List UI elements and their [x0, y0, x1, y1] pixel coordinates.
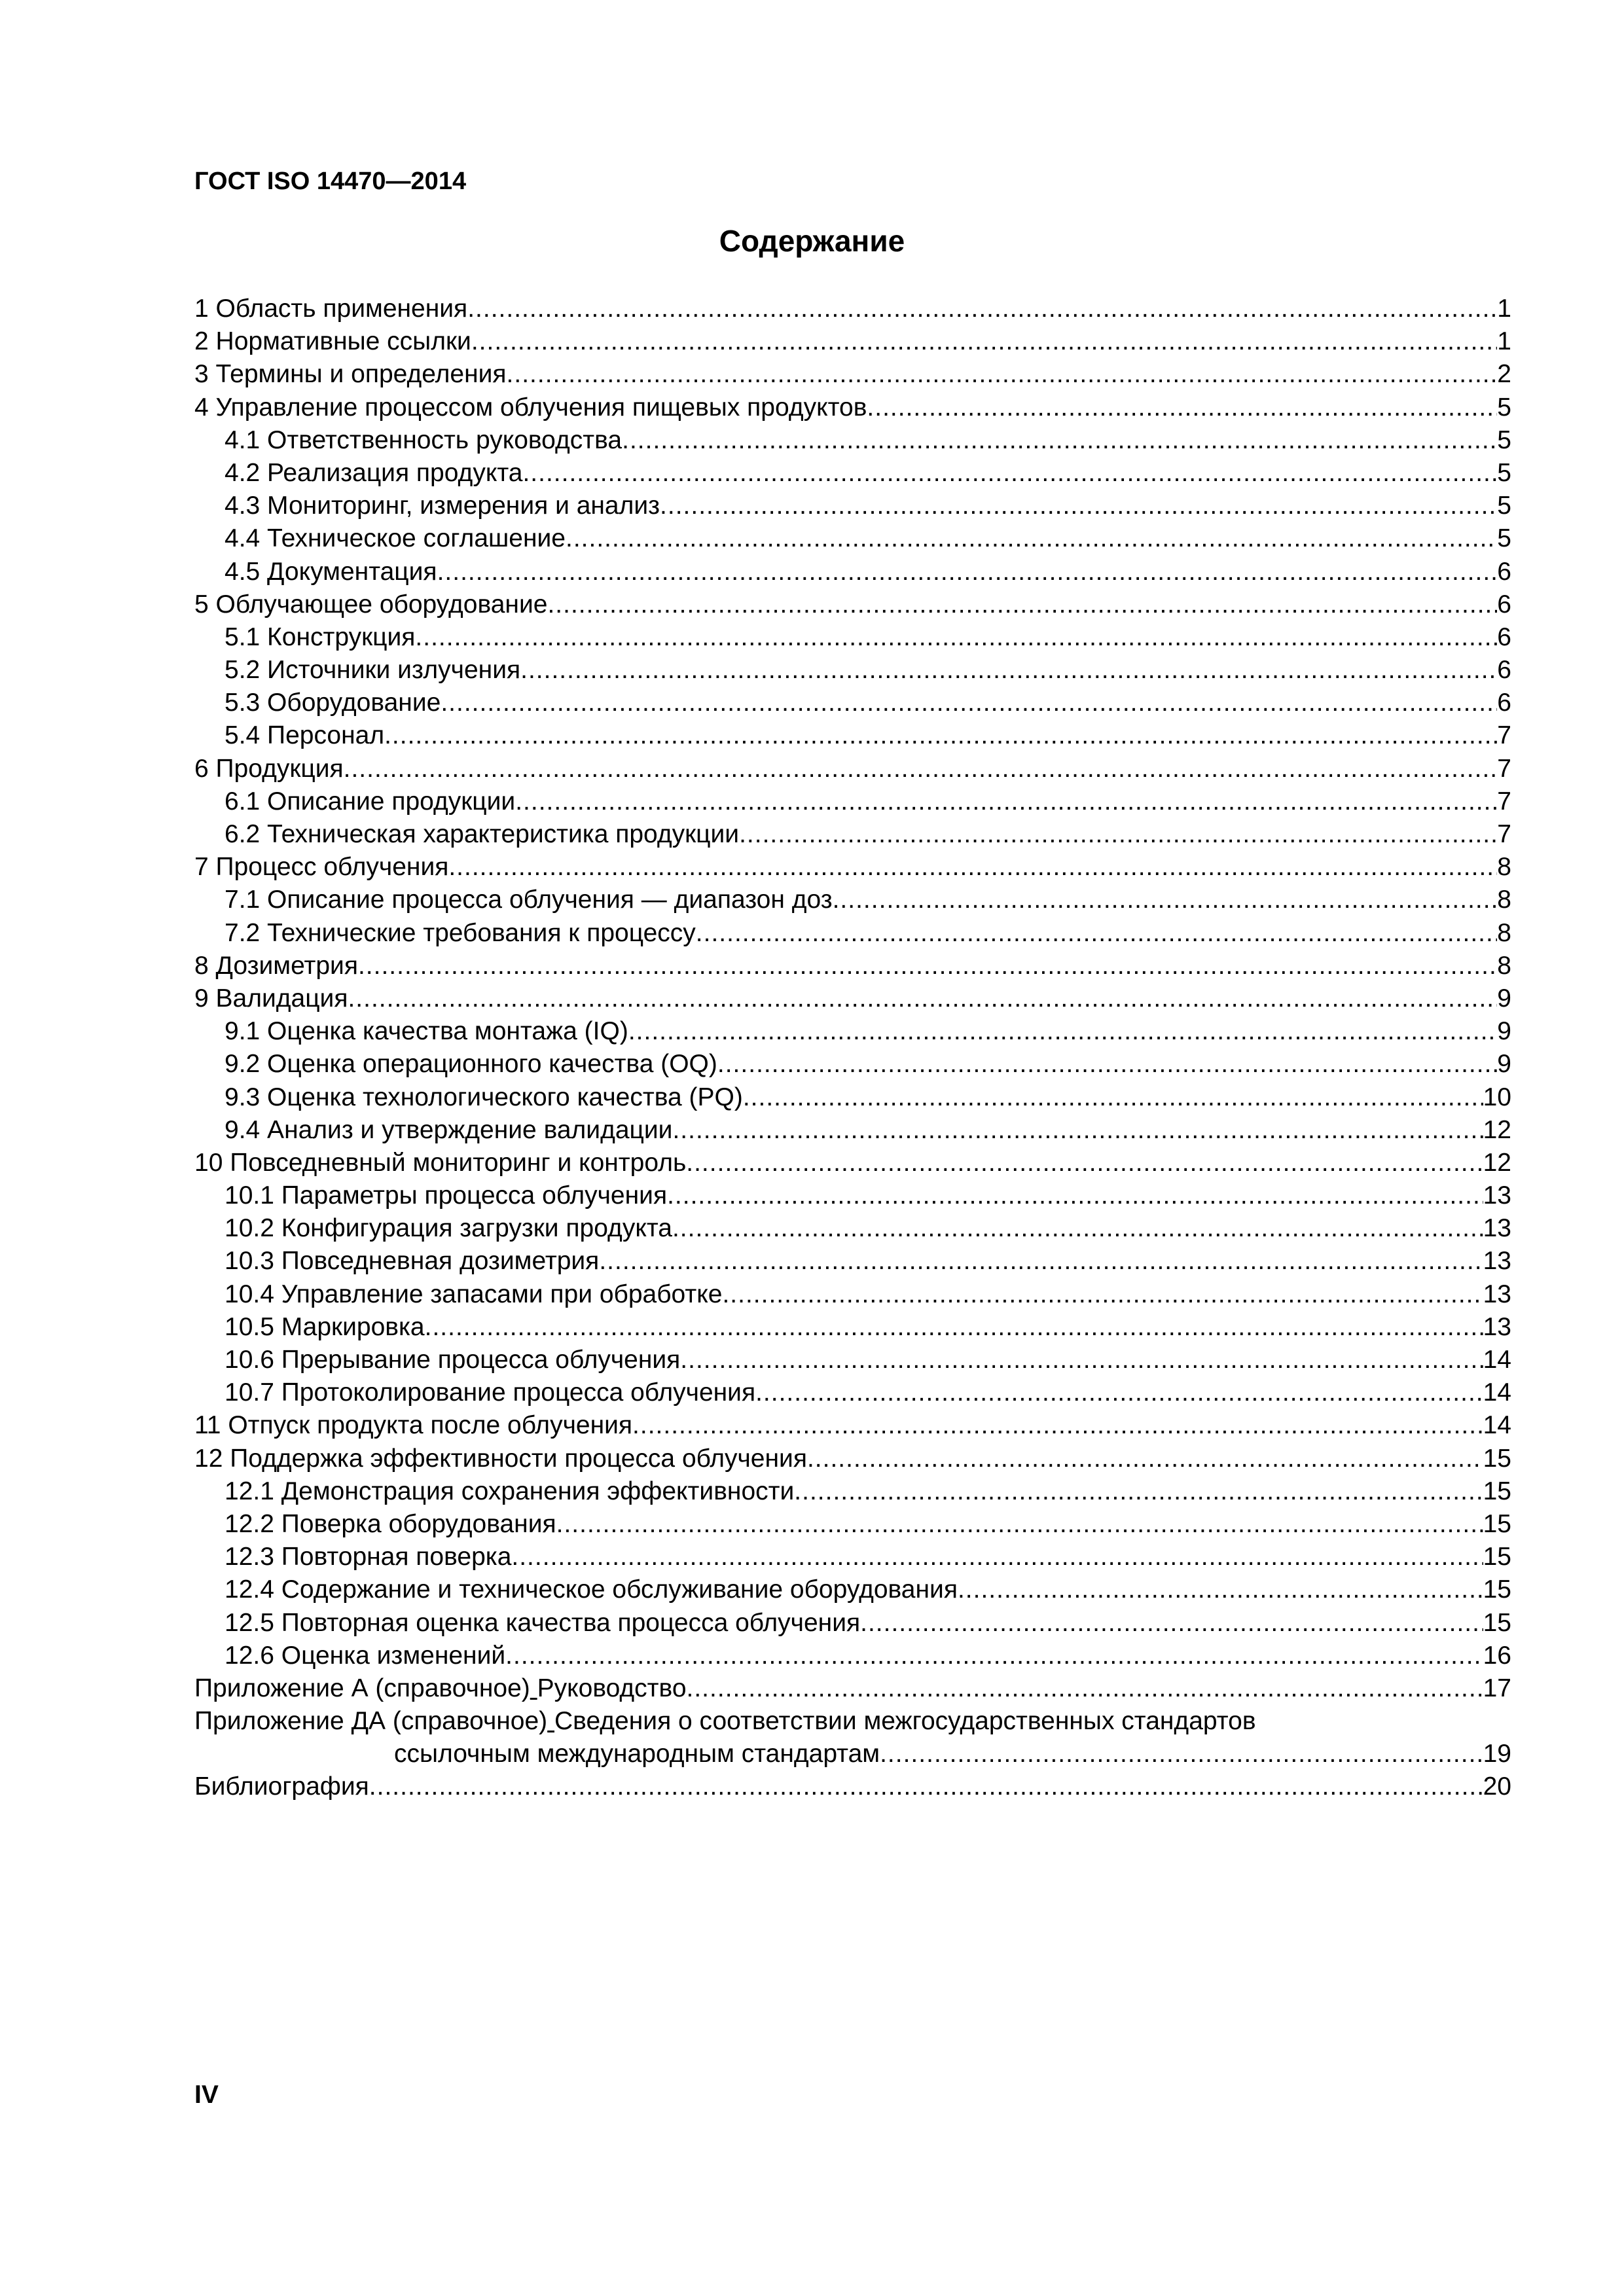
toc-entry[interactable] [194, 1179, 1511, 1212]
toc-dot-leader [672, 1212, 1483, 1245]
toc-entry[interactable] [194, 818, 1511, 851]
toc-entry[interactable] [194, 1443, 1511, 1475]
toc-entry-text: 12.2 Поверка оборудования [225, 1509, 556, 1538]
toc-dot-leader [755, 1376, 1483, 1409]
toc-dot-leader [425, 1311, 1483, 1344]
toc-entry-text: 10 Повседневный мониторинг и контроль [194, 1148, 687, 1177]
toc-entry[interactable] [194, 753, 1511, 785]
toc-dot-leader [358, 950, 1497, 982]
toc-page-number: 5 [1497, 458, 1511, 487]
toc-page-number: 14 [1483, 1346, 1511, 1374]
page-number: IV [194, 2081, 219, 2109]
toc-entry[interactable] [194, 851, 1511, 884]
toc-entry[interactable] [194, 1147, 1511, 1179]
toc-entry-text: 10.3 Повседневная дозиметрия [225, 1247, 600, 1276]
toc-page-number: 6 [1497, 689, 1511, 717]
toc-dot-leader [467, 293, 1497, 325]
toc-entry-text: 5 Облучающее оборудование [194, 590, 548, 619]
toc-page-number: 7 [1497, 787, 1511, 816]
toc-entry[interactable] [194, 490, 1511, 522]
toc-entry[interactable] [194, 1015, 1511, 1048]
toc-page-number: 7 [1497, 754, 1511, 783]
toc-entry-text: 12.4 Содержание и техническое обслуживание оборудования [225, 1575, 958, 1604]
toc-entry[interactable] [194, 884, 1511, 916]
toc-dot-leader [867, 391, 1497, 424]
toc-dot-leader [384, 719, 1497, 752]
toc-dot-leader [556, 1508, 1483, 1541]
toc-page-number: 8 [1497, 918, 1511, 947]
toc-page-number: 15 [1483, 1444, 1511, 1473]
toc-entry-text: 5.4 Персонал [225, 721, 385, 750]
toc-entry[interactable] [194, 917, 1511, 950]
toc-page-number: 14 [1483, 1378, 1511, 1407]
toc-entry[interactable] [194, 1212, 1511, 1245]
toc-entry-text: 5.1 Конструкция [225, 622, 416, 651]
toc-page-number: 15 [1483, 1608, 1511, 1637]
toc-dot-leader [522, 457, 1497, 490]
toc-page-number: 5 [1497, 425, 1511, 454]
toc-dot-leader [505, 1640, 1483, 1672]
toc-entry-text: 10.1 Параметры процесса облучения [225, 1181, 668, 1210]
toc-entry-text: 10.2 Конфигурация загрузки продукта [225, 1214, 672, 1243]
toc-entry-text: 12.1 Демонстрация сохранения эффективности [225, 1477, 795, 1505]
toc-entry[interactable] [194, 1607, 1511, 1640]
toc-page-number: 2 [1497, 360, 1511, 389]
toc-dot-leader [622, 424, 1497, 457]
toc-page-number: 10 [1483, 1083, 1511, 1111]
toc-page-number: 9 [1497, 1017, 1511, 1046]
underlined-space [547, 1707, 554, 1735]
toc-entry[interactable] [194, 1278, 1511, 1311]
toc-entry[interactable] [194, 1475, 1511, 1508]
toc-dot-leader [441, 687, 1497, 719]
toc-dot-leader [833, 884, 1498, 916]
toc-page-number: 14 [1483, 1411, 1511, 1440]
toc-dot-leader [511, 1541, 1483, 1573]
toc-entry[interactable] [194, 1081, 1511, 1114]
toc-entry-text: 9 Валидация [194, 984, 348, 1013]
toc-page-number: 20 [1483, 1772, 1511, 1801]
toc-entry[interactable] [194, 1409, 1511, 1442]
toc-entry-text: 3 Термины и определения [194, 360, 507, 389]
toc-title: Содержание [719, 224, 905, 258]
toc-entry-text: 10.7 Протоколирование процесса облучения [225, 1378, 756, 1407]
toc-entry[interactable] [194, 588, 1511, 621]
toc-page-number: 6 [1497, 590, 1511, 619]
toc-dot-leader [437, 556, 1498, 588]
toc-page-number: 9 [1497, 1050, 1511, 1079]
toc-page-number: 19 [1483, 1740, 1511, 1768]
toc-entry-text: 4.4 Техническое соглашение [225, 524, 566, 553]
toc-entry[interactable] [194, 1770, 1511, 1803]
toc-page-number: 15 [1483, 1575, 1511, 1604]
toc-page-number: 13 [1483, 1247, 1511, 1276]
toc-page-number: 13 [1483, 1280, 1511, 1308]
toc-dot-leader [680, 1344, 1483, 1376]
toc-page-number: 6 [1497, 557, 1511, 586]
toc-entry-text: 8 Дозиметрия [194, 951, 358, 980]
toc-page-number: 8 [1497, 951, 1511, 980]
toc-dot-leader [687, 1672, 1483, 1705]
toc-page-number: 7 [1497, 721, 1511, 750]
toc-entry[interactable] [194, 687, 1511, 719]
toc-entry-text: 4.2 Реализация продукта [225, 458, 523, 487]
toc-entry[interactable] [194, 1048, 1511, 1081]
toc-entry[interactable] [194, 1738, 1511, 1770]
toc-entry-text: 7.2 Технические требования к процессу [225, 918, 696, 947]
toc-entry[interactable] [194, 556, 1511, 588]
toc-entry[interactable] [194, 391, 1511, 424]
toc-page-number: 5 [1497, 492, 1511, 520]
toc-dot-leader [686, 1147, 1483, 1179]
toc-dot-leader [566, 522, 1497, 555]
toc-entry-text: 10.4 Управление запасами при обработке [225, 1280, 723, 1308]
appendix-label: Приложение А (справочное) [194, 1674, 530, 1702]
toc-entry[interactable] [194, 457, 1511, 490]
toc-entry-text [194, 1672, 687, 1705]
toc-entry[interactable] [194, 358, 1511, 391]
toc-page-number: 6 [1497, 656, 1511, 685]
toc-entry-text: 5.2 Источники излучения [225, 656, 521, 685]
toc-page-number: 13 [1483, 1214, 1511, 1243]
toc-entry-text: 9.1 Оценка качества монтажа (IQ) [225, 1017, 628, 1046]
toc-entry-text: 10.5 Маркировка [225, 1312, 425, 1341]
toc-entry-text: 12.6 Оценка изменений [225, 1641, 506, 1670]
toc-dot-leader [507, 358, 1498, 391]
toc-entry-text: 6 Продукция [194, 754, 344, 783]
appendix-title: Руководство [537, 1674, 687, 1702]
toc-dot-leader [717, 1048, 1497, 1081]
toc-entry[interactable] [194, 785, 1511, 818]
toc-dot-leader [448, 851, 1497, 884]
toc-page-number: 15 [1483, 1477, 1511, 1505]
toc-dot-leader [515, 785, 1497, 818]
toc-entry[interactable] [194, 1705, 1511, 1738]
toc-dot-leader [739, 818, 1497, 851]
toc-dot-leader [860, 1607, 1483, 1640]
toc-dot-leader [369, 1770, 1483, 1803]
toc-entry-text: 11 Отпуск продукта после облучения [194, 1411, 633, 1440]
toc-entry[interactable] [194, 424, 1511, 457]
toc-entry-text: 4.3 Мониторинг, измерения и анализ [225, 492, 660, 520]
toc-entry[interactable] [194, 982, 1511, 1015]
toc-entry-text: 10.6 Прерывание процесса облучения [225, 1346, 681, 1374]
toc-entry[interactable] [194, 654, 1511, 687]
toc-dot-leader [880, 1738, 1483, 1770]
toc-entry[interactable] [194, 1245, 1511, 1278]
toc-page-number: 8 [1497, 853, 1511, 882]
toc-page-number: 7 [1497, 820, 1511, 848]
toc-dot-leader [660, 490, 1497, 522]
toc-page-number: 1 [1497, 295, 1511, 323]
toc-entry[interactable] [194, 1114, 1511, 1147]
toc-entry[interactable] [194, 1573, 1511, 1606]
toc-entry-text: 1 Область применения [194, 295, 468, 323]
toc-entry-text: 12.5 Повторная оценка качества процесса облучения [225, 1608, 861, 1637]
toc-page-number: 5 [1497, 524, 1511, 553]
toc-entry[interactable] [194, 293, 1511, 325]
toc-entry-text: 12.3 Повторная поверка [225, 1543, 512, 1571]
toc-entry-text: 7 Процесс облучения [194, 853, 449, 882]
toc-dot-leader [628, 1015, 1497, 1048]
toc-page-number: 8 [1497, 886, 1511, 914]
toc-page-number: 16 [1483, 1641, 1511, 1670]
toc-page-number: 1 [1497, 327, 1511, 356]
toc-dot-leader [599, 1245, 1483, 1278]
toc-entry[interactable] [194, 1311, 1511, 1344]
toc-dot-leader [807, 1443, 1483, 1475]
toc-dot-leader [415, 621, 1497, 654]
toc-entry[interactable] [194, 621, 1511, 654]
toc-page-number: 12 [1483, 1115, 1511, 1144]
toc-dot-leader [632, 1409, 1483, 1442]
underlined-space [530, 1674, 537, 1702]
toc-entry-text: 7.1 Описание процесса облучения — диапазон доз [225, 886, 833, 914]
toc-dot-leader [696, 917, 1498, 950]
toc-entry-text: 12 Поддержка эффективности процесса облучения [194, 1444, 807, 1473]
toc-dot-leader [667, 1179, 1483, 1212]
toc-entry-text: 6.1 Описание продукции [225, 787, 516, 816]
toc-entry[interactable] [194, 1508, 1511, 1541]
toc-page-number: 6 [1497, 622, 1511, 651]
toc-entry-text-continued: ссылочным международным стандартам [394, 1740, 880, 1768]
toc-entry-text: 9.4 Анализ и утверждение валидации [225, 1115, 673, 1144]
toc-dot-leader [344, 753, 1498, 785]
toc-entry-text [194, 1705, 1256, 1738]
toc-entry-text: 4.5 Документация [225, 557, 437, 586]
table-of-contents [194, 293, 1511, 1804]
toc-page-number: 13 [1483, 1181, 1511, 1210]
appendix-label: Приложение ДА (справочное) [194, 1707, 548, 1736]
toc-page-number: 15 [1483, 1543, 1511, 1571]
toc-entry-text: Библиография [194, 1772, 369, 1801]
toc-entry-text: 6.2 Техническая характеристика продукции [225, 820, 740, 848]
toc-dot-leader [958, 1573, 1483, 1606]
toc-dot-leader [722, 1278, 1483, 1311]
toc-dot-leader [794, 1475, 1483, 1508]
toc-entry[interactable] [194, 719, 1511, 752]
toc-dot-leader [348, 982, 1497, 1015]
toc-dot-leader [743, 1081, 1483, 1114]
toc-entry[interactable] [194, 522, 1511, 555]
toc-dot-leader [672, 1114, 1483, 1147]
toc-entry[interactable] [194, 1541, 1511, 1573]
toc-entry[interactable] [194, 1640, 1511, 1672]
toc-entry[interactable] [194, 1344, 1511, 1376]
toc-entry[interactable] [194, 1376, 1511, 1409]
toc-entry-text: 5.3 Оборудование [225, 689, 441, 717]
toc-entry-text: 4 Управление процессом облучения пищевых продуктов [194, 393, 867, 422]
toc-entry[interactable] [194, 325, 1511, 358]
toc-entry-text: 4.1 Ответственность руководства [225, 425, 623, 454]
toc-dot-leader [471, 325, 1497, 358]
toc-page-number: 15 [1483, 1509, 1511, 1538]
toc-entry[interactable] [194, 950, 1511, 982]
toc-page-number: 13 [1483, 1312, 1511, 1341]
appendix-title: Сведения о соответствии межгосударственных стандартов [554, 1707, 1256, 1736]
toc-dot-leader [547, 588, 1497, 621]
toc-page-number: 9 [1497, 984, 1511, 1013]
toc-page-number: 5 [1497, 393, 1511, 422]
toc-entry[interactable] [194, 1672, 1511, 1705]
toc-entry-text: 2 Нормативные ссылки [194, 327, 471, 356]
toc-entry-text: 9.2 Оценка операционного качества (OQ) [225, 1050, 717, 1079]
document-code: ГОСТ ISO 14470—2014 [194, 168, 467, 195]
toc-page-number: 17 [1483, 1674, 1511, 1702]
toc-page-number: 12 [1483, 1148, 1511, 1177]
toc-dot-leader [520, 654, 1497, 687]
toc-entry-text: 9.3 Оценка технологического качества (PQ) [225, 1083, 743, 1111]
